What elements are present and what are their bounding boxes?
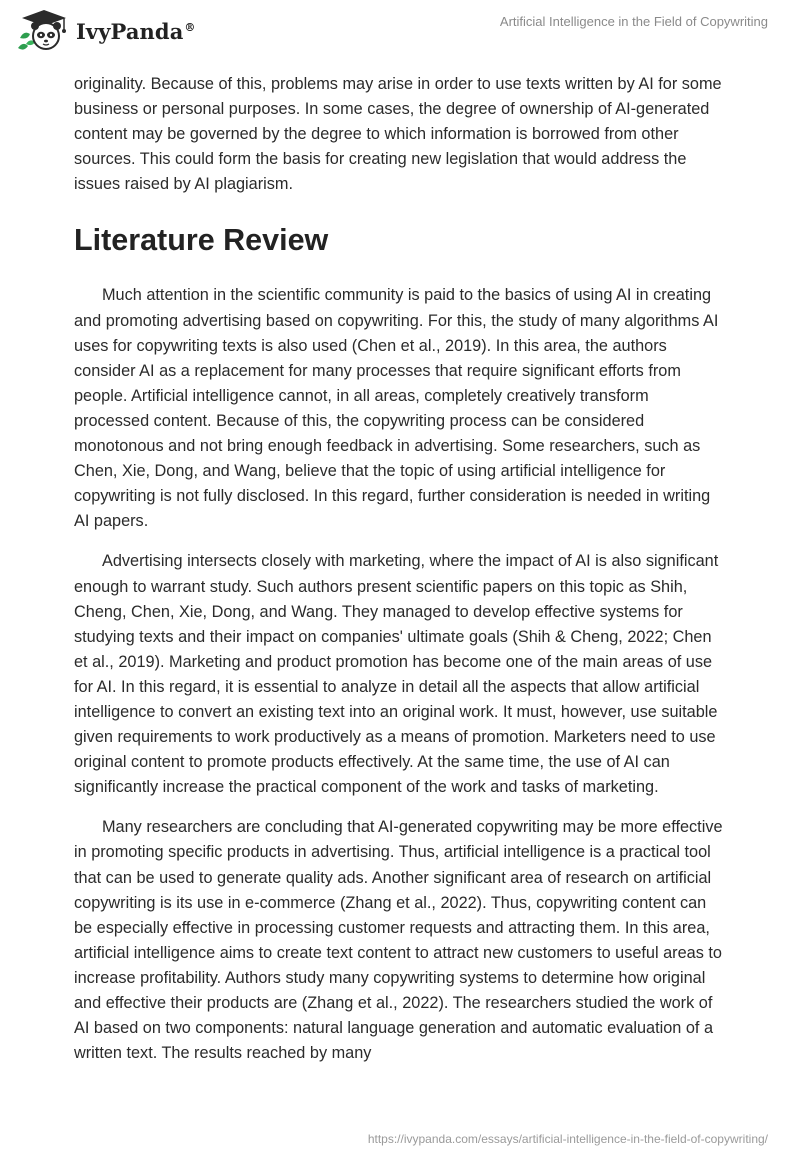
- source-url[interactable]: https://ivypanda.com/essays/artificial-intelligence-in-the-field-of-copywriting/: [367, 1132, 768, 1146]
- paragraph-3: Many researchers are concluding that AI-generated copywriting may be more effective in promoting specific products in advertising. Thus, artificial intelligence is a practical tool that can be used to generate quality ads. Another significant area of research on artificial copywriting is its use in e-commerce (Zhang et al., 2022). Thus, copywriting content can be especially effective in processing customer requests and attracting them. In this area, artificial intelligence aims to create text content to attract new customers to useful areas to increase profitability. Authors study many copywriting systems to determine how original and effective their products are (Zhang et al., 2022). The researchers studied the work of AI based on two components: natural language generation and automatic evaluation of a written text. The results reached by many: [74, 818, 723, 1063]
- document-title: Artificial Intelligence in the Field of Copywriting: [499, 14, 768, 29]
- section-heading: Literature Review: [74, 223, 329, 258]
- paragraph-continuation: originality. Because of this, problems may arise in order to use texts written by AI for some business or personal purposes. In some cases, the degree of ownership of AI-generated content may be governed by the degree to which information is borrowed from other sources. This could form the basis for creating new legislation that would address the issues raised by AI plagiarism.: [74, 75, 722, 194]
- registered-mark: ®: [184, 20, 196, 34]
- essay-content: [74, 72, 728, 1081]
- brand-name: IvyPanda®: [76, 18, 196, 44]
- panda-graduate-icon: [16, 8, 72, 54]
- paragraph-2: Advertising intersects closely with marketing, where the impact of AI is also significant enough to warrant study. Such authors present scientific papers on this topic as Shih, Cheng, Chen, Xie, Dong, and Wang. They managed to develop effective systems for studying texts and their impact on companies' ultimate goals (Shih & Cheng, 2022; Chen et al., 2019). Marketing and product promotion has become one of the main areas of use for AI. In this regard, it is essential to analyze in detail all the aspects that allow artificial intelligence to convert an existing text into an original work. It must, however, use suitable given requirements to work productively as a means of promotion. Marketers need to use original content to promote products effectively. At the same time, the use of AI can significantly increase the practical component of the work and tasks of marketing.: [74, 552, 719, 797]
- page-header: [0, 0, 800, 62]
- paragraph-1: Much attention in the scientific community is paid to the basics of using AI in creating and promoting advertising based on copywriting. For this, the study of many algorithms AI uses for copywriting texts is also used (Chen et al., 2019). In this area, the authors consider AI as a replacement for many processes that require significant efforts from people. Artificial intelligence cannot, in all areas, completely creatively transform processed content. Because of this, the copywriting process can be considered monotonous and not bring enough feedback in advertising. Some researchers, such as Chen, Xie, Dong, and Wang, believe that the topic of using artificial intelligence for copywriting is not fully disclosed. In this regard, further consideration is needed in writing AI papers.: [74, 286, 719, 531]
- ivypanda-logo[interactable]: [16, 8, 196, 54]
